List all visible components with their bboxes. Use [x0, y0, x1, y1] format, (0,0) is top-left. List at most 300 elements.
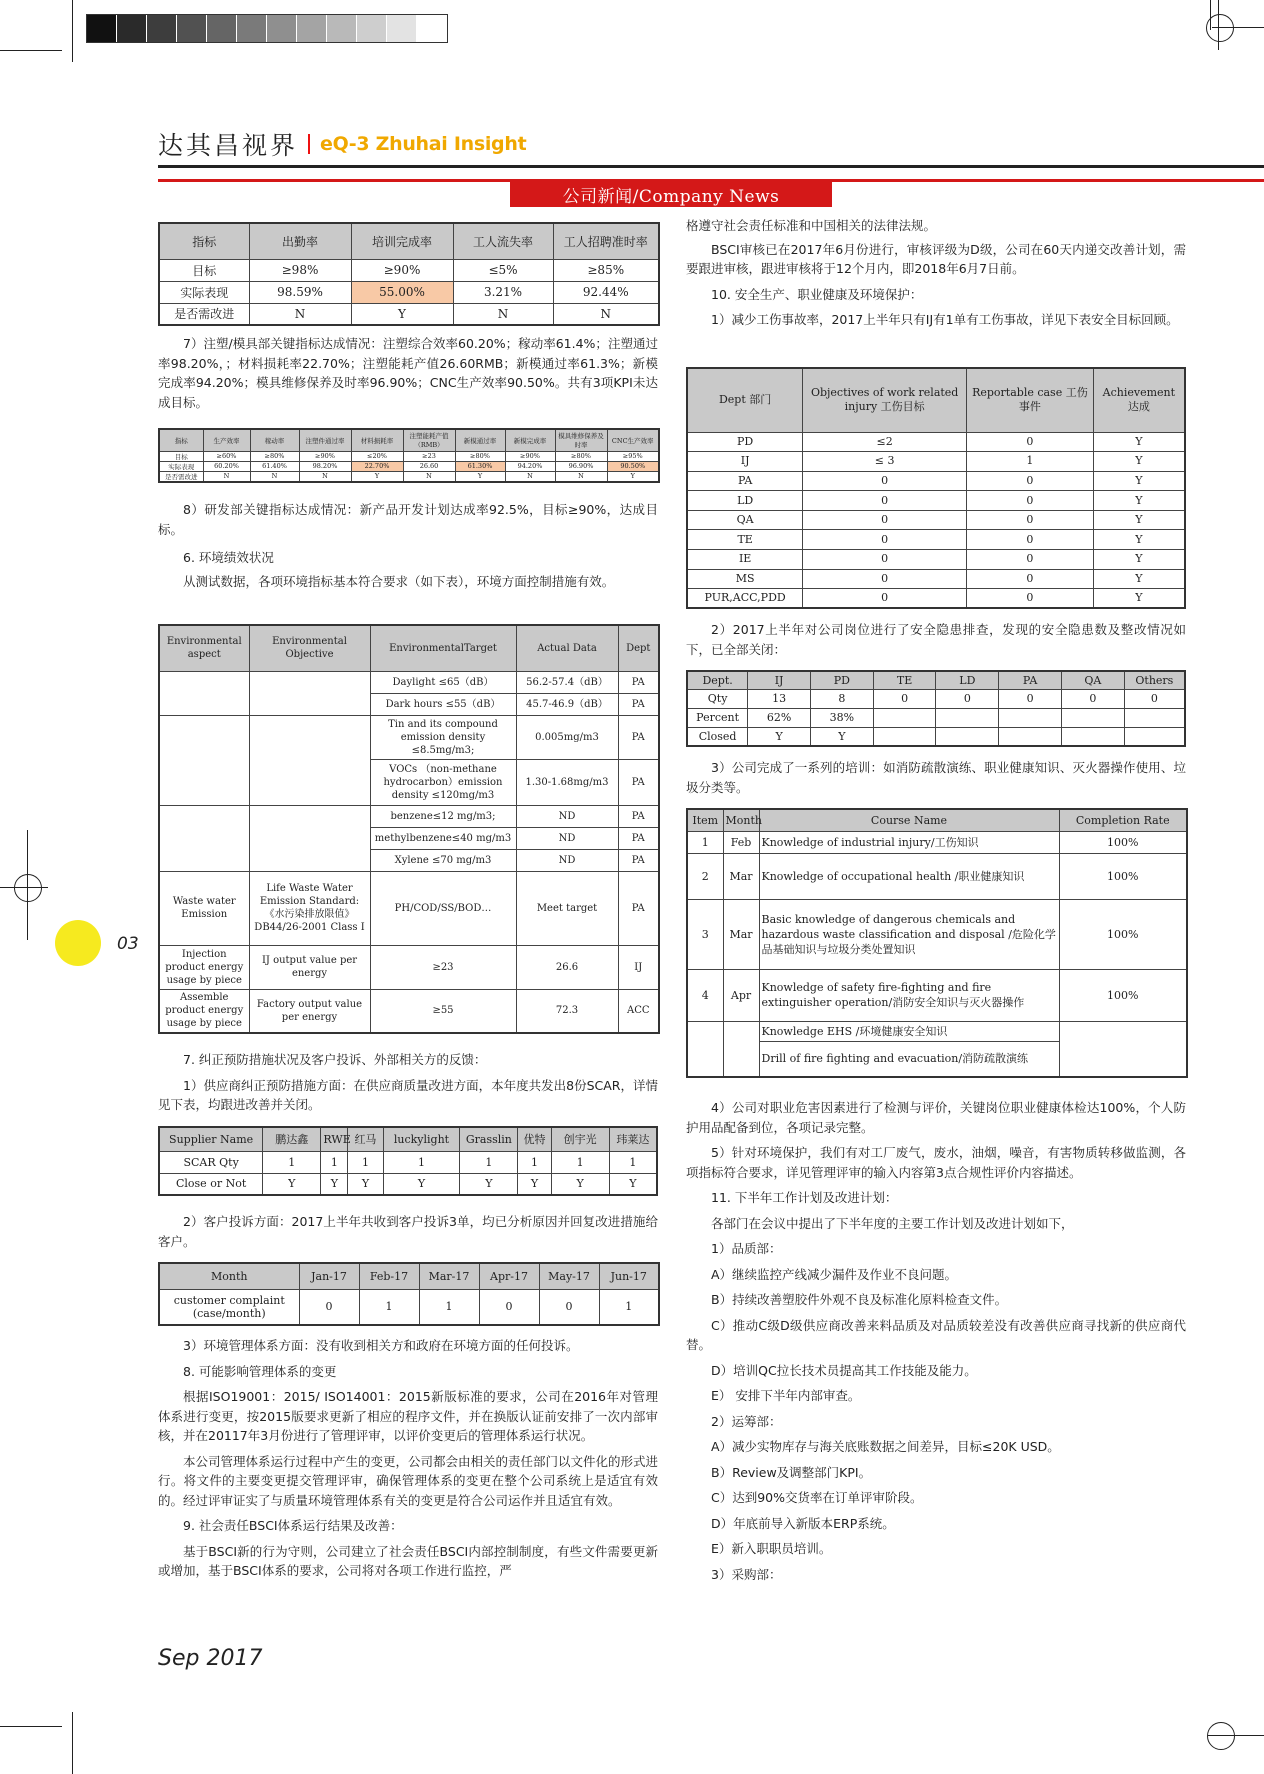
- paragraph-complaint: [158, 1212, 658, 1251]
- table-cell: Y: [609, 1173, 657, 1195]
- table-header: Month: [723, 809, 759, 831]
- table-cell: Mar: [723, 853, 759, 899]
- table-cell: N: [203, 471, 250, 482]
- table-cell: Feb: [723, 831, 759, 853]
- table-cell: Knowledge of occupational health /职业健康知识: [759, 853, 1059, 899]
- table-header: Item: [687, 809, 723, 831]
- table-header: TE: [873, 671, 936, 689]
- table-header: 注塑能耗产值（RMB）: [403, 429, 455, 451]
- table-cell: 56.2-57.4（dB）: [516, 671, 618, 693]
- paragraph-text: 2）客户投诉方面：2017上半年共收到客户投诉3单，均已分析原因并回复改进措施给客户。: [158, 1214, 658, 1249]
- table-cell: PH/COD/SS/BOD…: [370, 871, 516, 945]
- table-row: [687, 831, 1187, 853]
- table-cell: 92.44%: [553, 281, 659, 303]
- table-cell: 100%: [1059, 853, 1187, 899]
- table-header: 培训完成率: [351, 223, 453, 259]
- table-cell: 目标: [159, 259, 249, 281]
- table-header: Dept 部门: [687, 368, 803, 432]
- table-cell: [936, 708, 999, 727]
- table-cell: 1: [359, 1289, 419, 1325]
- table-cell: PA: [618, 849, 659, 871]
- table-row: [159, 871, 659, 945]
- table-cell: VOCs （non-methane hydrocarbon）emission density ≤120mg/m3: [370, 759, 516, 805]
- table-row: [159, 259, 659, 281]
- table-header: 工人流失率: [453, 223, 553, 259]
- table-header: Jun-17: [599, 1263, 659, 1289]
- table-cell: 61.30%: [455, 461, 505, 471]
- table-cell: ND: [516, 849, 618, 871]
- table-environment: [158, 624, 660, 1034]
- table-cell: Y: [518, 1173, 551, 1195]
- table-row: [159, 671, 659, 693]
- color-swatch: [267, 15, 297, 42]
- table-row: [687, 899, 1187, 969]
- table-cell: ≥90%: [351, 259, 453, 281]
- table-header: 生产效率: [203, 429, 250, 451]
- crop-mark: [0, 50, 62, 51]
- table-cell: PA: [618, 693, 659, 715]
- table-cell: [1124, 727, 1185, 746]
- table-cell: ≤20%: [351, 451, 403, 461]
- paragraph-text: 从测试数据，各项环境指标基本符合要求（如下表），环境方面控制措施有效。: [183, 573, 615, 589]
- masthead-title-cn: 达其昌视界: [158, 131, 299, 160]
- table-cell: [999, 708, 1062, 727]
- table-cell: 是否需改进: [159, 303, 249, 325]
- table-cell: 实际表现: [159, 281, 249, 303]
- table-cell-empty: [687, 1021, 723, 1077]
- table-cell: 1: [460, 1151, 518, 1173]
- crop-mark: [72, 0, 73, 62]
- paragraph-text: 2）2017上半年对公司岗位进行了安全隐患排查，发现的安全隐患数及整改情况如下，已全部关闭：: [686, 622, 1186, 657]
- table-header: Supplier Name: [159, 1127, 263, 1151]
- table-cell: Y: [383, 1173, 460, 1195]
- table-cell: 0: [967, 510, 1094, 530]
- plan-heading: 3）采购部：: [711, 1566, 782, 1582]
- table-header: 指标: [159, 429, 203, 451]
- header-rule: [158, 165, 1264, 168]
- table-header: luckylight: [383, 1127, 460, 1151]
- color-swatch: [297, 15, 327, 42]
- section-tag: 公司新闻/Company News: [510, 181, 832, 207]
- table-cell: 1: [348, 1151, 383, 1173]
- table-cell: 0: [479, 1289, 539, 1325]
- crop-mark: [72, 1712, 73, 1774]
- table-cell: 100%: [1059, 831, 1187, 853]
- table-row: [687, 432, 1185, 452]
- table-cell: 0: [539, 1289, 599, 1325]
- masthead-title-en: eQ-3 Zhuhai Insight: [320, 133, 527, 155]
- table-cell: [1061, 708, 1124, 727]
- table-cell: 是否需改进: [159, 471, 203, 482]
- table-cell: PA: [618, 871, 659, 945]
- section-title: 9. 社会责任BSCI体系运行结果及改善：: [183, 1518, 403, 1533]
- table-header: Dept.: [687, 671, 748, 689]
- paragraph-text: 4）公司对职业危害因素进行了检测与评价，关键岗位职业健康体检达100%，个人防护用品配备到位，各项记录完整。: [686, 1100, 1186, 1135]
- table-header: 模具维修保养及时率: [555, 429, 607, 451]
- table-cell: N: [250, 471, 299, 482]
- table-cell: ≥23: [370, 945, 516, 989]
- table-cell: PA: [618, 759, 659, 805]
- table-row: [159, 281, 659, 303]
- table-cell: [873, 727, 936, 746]
- paragraph-text: 各部门在会议中提出了下半年度的主要工作计划及改进计划如下，: [711, 1215, 1074, 1231]
- section-title: 11. 下半年工作计划及改进计划：: [711, 1190, 898, 1205]
- table-cell: ≤5%: [453, 259, 553, 281]
- table-cell: Y: [810, 727, 873, 746]
- table-kpi-mold: [158, 428, 660, 483]
- color-swatch: [117, 15, 147, 42]
- table-hazard: [686, 670, 1186, 747]
- color-swatch: [417, 15, 447, 42]
- table-cell: N: [453, 303, 553, 325]
- table-header: Mar-17: [419, 1263, 479, 1289]
- table-row: [687, 510, 1185, 530]
- table-header: 工人招聘准时率: [553, 223, 659, 259]
- table-cell: ACC: [618, 989, 659, 1033]
- table-cell: ND: [516, 827, 618, 849]
- table-cell: 0: [967, 569, 1094, 589]
- table-header: LD: [936, 671, 999, 689]
- table-header: 稼动率: [250, 429, 299, 451]
- table-cell: Dark hours ≤55（dB）: [370, 693, 516, 715]
- paragraph-text: 3）公司完成了一系列的培训：如消防疏散演练、职业健康知识、灭火器操作使用、垃圾分类等。: [686, 760, 1186, 795]
- table-cell: ≥85%: [553, 259, 659, 281]
- table-header: Reportable case 工伤事件: [967, 368, 1094, 432]
- plan-item: D）培训QC拉长技术员提高其工作技能及能力。: [711, 1362, 977, 1378]
- table-cell: [936, 727, 999, 746]
- table-cell: Y: [263, 1173, 321, 1195]
- table-row: [687, 569, 1185, 589]
- table-header: 新模通过率: [455, 429, 505, 451]
- table-cell: 22.70%: [351, 461, 403, 471]
- table-cell: Close or Not: [159, 1173, 263, 1195]
- table-row: [687, 708, 1185, 727]
- table-cell: Knowledge EHS /环境健康安全知识: [759, 1021, 1059, 1041]
- table-row: [687, 589, 1185, 609]
- table-header: Achievement 达成: [1093, 368, 1185, 432]
- paragraph-training: [686, 758, 1186, 797]
- table-cell: 1: [967, 452, 1094, 472]
- table-cell: Y: [1093, 510, 1185, 530]
- table-row: [159, 989, 659, 1033]
- table-cell: IJ: [618, 945, 659, 989]
- table-cell: Daylight ≤65（dB）: [370, 671, 516, 693]
- table-cell: Drill of fire fighting and evacuation/消防疏散演练: [759, 1041, 1059, 1077]
- table-cell: 1: [551, 1151, 609, 1173]
- table-cell: ≥80%: [555, 451, 607, 461]
- plan-item: A）继续监控产线减少漏件及作业不良问题。: [711, 1266, 958, 1282]
- table-header: PD: [810, 671, 873, 689]
- table-cell: ≥55: [370, 989, 516, 1033]
- table-cell: Tin and its compound emission density ≤8.5mg/m3;: [370, 715, 516, 759]
- table-cell: Factory output value per energy: [249, 989, 370, 1033]
- table-header: Completion Rate: [1059, 809, 1187, 831]
- section-7: [158, 1050, 658, 1115]
- section-title: 6. 环境绩效状况: [183, 550, 274, 565]
- table-header: 出勤率: [249, 223, 351, 259]
- table-cell: 0.005mg/m3: [516, 715, 618, 759]
- color-swatch: [87, 15, 117, 42]
- table-cell: Life Waste Water Emission Standard:《水污染排放限值》DB44/26-2001 Class I: [249, 871, 370, 945]
- plan-item: D）年底前导入新版本ERP系统。: [711, 1515, 895, 1531]
- table-row: [687, 969, 1187, 1021]
- table-header: May-17: [539, 1263, 599, 1289]
- table-cell: ND: [516, 805, 618, 827]
- table-cell: 0: [803, 589, 967, 609]
- table-row: [159, 1151, 657, 1173]
- table-cell: Y: [1093, 432, 1185, 452]
- table-header: Environmental Objective: [249, 625, 370, 671]
- table-cell: QA: [687, 510, 803, 530]
- table-header: 玮莱达: [609, 1127, 657, 1151]
- table-cell: N: [555, 471, 607, 482]
- table-cell: PA: [618, 805, 659, 827]
- table-row: [687, 1021, 1187, 1041]
- table-cell: 0: [967, 432, 1094, 452]
- table-cell: N: [505, 471, 555, 482]
- color-swatch: [387, 15, 417, 42]
- table-row: [159, 805, 659, 827]
- table-cell: ≥98%: [249, 259, 351, 281]
- table-cell: 0: [873, 689, 936, 708]
- paragraph-rd-kpi: [158, 500, 658, 539]
- table-cell: ≤ 3: [803, 452, 967, 472]
- table-row: [159, 1289, 659, 1325]
- table-cell: MS: [687, 569, 803, 589]
- table-cell: Y: [1093, 550, 1185, 570]
- table-injury: [686, 367, 1186, 609]
- table-cell: Y: [351, 471, 403, 482]
- table-cell: 1: [609, 1151, 657, 1173]
- table-row: [159, 451, 659, 461]
- table-cell: ≥80%: [250, 451, 299, 461]
- table-cell: Assemble product energy usage by piece: [159, 989, 249, 1033]
- table-cell: ≥90%: [505, 451, 555, 461]
- table-row: [687, 491, 1185, 511]
- table-header: Apr-17: [479, 1263, 539, 1289]
- table-cell: 60.20%: [203, 461, 250, 471]
- table-header: 优特: [518, 1127, 551, 1151]
- table-header: 鹏达鑫: [263, 1127, 321, 1151]
- table-cell: Waste water Emission: [159, 871, 249, 945]
- table-cell-empty: [159, 671, 249, 715]
- table-row: [159, 461, 659, 471]
- color-swatch: [147, 15, 177, 42]
- table-row: [687, 727, 1185, 746]
- table-cell: Injection product energy usage by piece: [159, 945, 249, 989]
- table-cell: SCAR Qty: [159, 1151, 263, 1173]
- table-cell: Y: [321, 1173, 348, 1195]
- paragraph-text: 1）减少工伤事故率，2017上半年只有IJ有1单有工伤事故，详见下表安全目标回顾。: [711, 312, 1179, 327]
- paragraph-text: BSCI审核已在2017年6月份进行，审核评级为D级，公司在60天内递交改善计划，需要跟进审核，跟进审核将于12个月内，即2018年6月7日前。: [686, 241, 1186, 276]
- table-cell: 1: [321, 1151, 348, 1173]
- table-header: Environmental aspect: [159, 625, 249, 671]
- paragraph-injection-kpi: [158, 334, 658, 412]
- table-header: Actual Data: [516, 625, 618, 671]
- table-kpi-hr: [158, 222, 660, 326]
- paragraph-text: 基于BSCI新的行为守则，公司建立了社会责任BSCI内部控制制度，有些文件需要更新或增加，基于BSCI体系的要求，公司将对各项工作进行监控，严: [158, 1543, 658, 1578]
- section-7-8-9: [158, 1336, 658, 1581]
- table-supplier: [158, 1126, 658, 1196]
- paragraph-text: 7）注塑/模具部关键指标达成情况：注塑综合效率60.20%；稼动率61.4%；注塑通过率98.20%，；材料损耗率22.70%；注塑能耗产值26.60RMB；新模通过率61.3%；新模完成率94.20%；模具维修保养及时率96.90%；CNC生产效率90.50%。共有3项KPI未达成目标。: [158, 336, 658, 410]
- table-cell: N: [249, 303, 351, 325]
- table-cell: Meet target: [516, 871, 618, 945]
- registration-mark-icon: [1206, 14, 1234, 42]
- paragraph-text: 5）针对环境保护，我们有对工厂废气，废水，油烟，噪音，有害物质转移做监测，各项指标符合要求，详见管理评审的输入内容第3点合规性评价内容描述。: [686, 1145, 1186, 1180]
- table-cell: Y: [1093, 471, 1185, 491]
- table-row: [687, 452, 1185, 472]
- section-title: 8. 可能影响管理体系的变更: [183, 1363, 337, 1379]
- table-cell: ≥23: [403, 451, 455, 461]
- table-cell: Y: [455, 471, 505, 482]
- table-header: 创宇光: [551, 1127, 609, 1151]
- table-row: [159, 303, 659, 325]
- table-cell: PUR,ACC,PDD: [687, 589, 803, 609]
- table-cell-empty: [249, 671, 370, 715]
- table-cell: 1: [419, 1289, 479, 1325]
- table-cell: Knowledge of industrial injury/工伤知识: [759, 831, 1059, 853]
- table-cell: PA: [687, 471, 803, 491]
- table-cell-empty: [159, 805, 249, 871]
- table-header: IJ: [748, 671, 811, 689]
- table-cell: 0: [967, 589, 1094, 609]
- table-cell: [1124, 708, 1185, 727]
- table-cell: customer complaint (case/month): [159, 1289, 299, 1325]
- table-cell: Closed: [687, 727, 748, 746]
- table-cell: N: [299, 471, 351, 482]
- color-calibration-bar: [86, 14, 448, 43]
- table-header: Month: [159, 1263, 299, 1289]
- table-cell: 0: [803, 491, 967, 511]
- table-row: [159, 715, 659, 759]
- plan-heading: 2）运筹部：: [711, 1413, 782, 1429]
- section-bsci-cont: [686, 216, 1186, 330]
- plan-item: E）新入职职员培训。: [711, 1541, 832, 1556]
- table-cell: Y: [1093, 452, 1185, 472]
- table-cell: N: [553, 303, 659, 325]
- table-cell: Y: [1093, 569, 1185, 589]
- table-row: [159, 471, 659, 482]
- table-cell: Knowledge of safety fire-fighting and fire extinguisher operation/消防安全知识与灭火器操作: [759, 969, 1059, 1021]
- table-cell: Y: [1093, 530, 1185, 550]
- table-cell: 0: [1061, 689, 1124, 708]
- table-cell: [873, 708, 936, 727]
- table-header: QA: [1061, 671, 1124, 689]
- table-cell: [999, 727, 1062, 746]
- table-cell: 0: [967, 491, 1094, 511]
- table-cell: 0: [967, 530, 1094, 550]
- table-cell: 2: [687, 853, 723, 899]
- section-6: [158, 548, 658, 591]
- table-row: [687, 853, 1187, 899]
- table-cell: Y: [348, 1173, 383, 1195]
- table-cell: Qty: [687, 689, 748, 708]
- table-cell: [1061, 727, 1124, 746]
- table-cell: 0: [1124, 689, 1185, 708]
- table-cell: 13: [748, 689, 811, 708]
- section-title: 7. 纠正预防措施状况及客户投诉、外部相关方的反馈：: [183, 1052, 487, 1067]
- table-cell: 1: [599, 1289, 659, 1325]
- table-cell: LD: [687, 491, 803, 511]
- table-cell: 98.20%: [299, 461, 351, 471]
- table-cell: ≤2: [803, 432, 967, 452]
- table-cell: 实际表现: [159, 461, 203, 471]
- table-header: PA: [999, 671, 1062, 689]
- paragraph-text: 3）环境管理体系方面：没有收到相关方和政府在环境方面的任何投诉。: [183, 1338, 579, 1353]
- table-row: [687, 550, 1185, 570]
- color-swatch: [177, 15, 207, 42]
- registration-mark-icon: [1207, 1722, 1235, 1750]
- crop-mark: [1218, 0, 1219, 50]
- table-header: Dept: [618, 625, 659, 671]
- table-cell: ≥90%: [299, 451, 351, 461]
- table-cell: methylbenzene≤40 mg/m3: [370, 827, 516, 849]
- color-swatch: [207, 15, 237, 42]
- table-cell-highlight: 55.00%: [351, 281, 453, 303]
- table-header: Objectives of work related injury 工伤目标: [803, 368, 967, 432]
- table-cell: Y: [607, 471, 659, 482]
- table-cell: 38%: [810, 708, 873, 727]
- table-cell: ≥95%: [607, 451, 659, 461]
- table-cell-empty: [249, 805, 370, 871]
- paragraph-text: 本公司管理体系运行过程中产生的变更，公司都会由相关的责任部门以文件化的形式进行。将文件的主要变更提交管理评审，确保管理体系的变更在整个公司系统上是适宜有效的。经过评审证实了与质量环境管理体系有关的变更是符合公司运作并且适宜有效。: [158, 1453, 659, 1508]
- table-row: [687, 689, 1185, 708]
- table-cell: 26.6: [516, 945, 618, 989]
- table-cell: IE: [687, 550, 803, 570]
- table-cell: 61.40%: [250, 461, 299, 471]
- paragraph-text: 1）供应商纠正预防措施方面：在供应商质量改进方面，本年度共发出8份SCAR，详情见下表，均跟进改善并关闭。: [158, 1077, 658, 1112]
- plan-item: B）持续改善塑胶件外观不良及标准化原料检查文件。: [711, 1292, 1008, 1307]
- table-cell: 96.90%: [555, 461, 607, 471]
- table-cell: 90.50%: [607, 461, 659, 471]
- table-cell: 目标: [159, 451, 203, 461]
- table-cell: 0: [803, 510, 967, 530]
- table-header: 材料损耗率: [351, 429, 403, 451]
- table-cell: Y: [748, 727, 811, 746]
- table-cell: Percent: [687, 708, 748, 727]
- paragraph-text: 根据ISO19001：2015/ ISO14001：2015新版标准的要求，公司在2016年对管理体系进行变更，按2015版要求更新了相应的程序文件，并在换版认证前安排了一次内部审核，并在20117年3月份进行了管理评审，以评价变更后的管理体系运行状况。: [158, 1389, 658, 1443]
- table-header: Jan-17: [299, 1263, 359, 1289]
- crop-mark: [0, 1726, 62, 1727]
- table-cell: IJ: [687, 452, 803, 472]
- table-cell: Apr: [723, 969, 759, 1021]
- plan-heading: 1）品质部：: [711, 1241, 782, 1256]
- table-cell: 0: [803, 569, 967, 589]
- issue-date: Sep 2017: [158, 1646, 263, 1671]
- table-header: Others: [1124, 671, 1185, 689]
- table-cell: Y: [351, 303, 453, 325]
- table-cell: 1: [263, 1151, 321, 1173]
- table-cell: PD: [687, 432, 803, 452]
- table-cell: Y: [460, 1173, 518, 1195]
- table-cell: Y: [551, 1173, 609, 1195]
- masthead: [158, 126, 526, 162]
- table-cell: 62%: [748, 708, 811, 727]
- table-cell: ≥80%: [455, 451, 505, 461]
- paragraph-text: 8）研发部关键指标达成情况：新产品开发计划达成率92.5%，目标≥90%，达成目标。: [158, 502, 658, 537]
- table-cell: IJ output value per energy: [249, 945, 370, 989]
- table-cell: 0: [967, 471, 1094, 491]
- table-cell: ≥60%: [203, 451, 250, 461]
- table-cell-empty: [1059, 1021, 1187, 1077]
- table-header: Grasslin: [460, 1127, 518, 1151]
- plan-item: C）达到90%交货率在订单评审阶段。: [711, 1490, 923, 1505]
- table-cell: 0: [803, 530, 967, 550]
- registration-mark-icon: [14, 874, 42, 902]
- table-cell-empty: [249, 715, 370, 805]
- table-cell: 45.7-46.9（dB）: [516, 693, 618, 715]
- table-cell: 0: [803, 550, 967, 570]
